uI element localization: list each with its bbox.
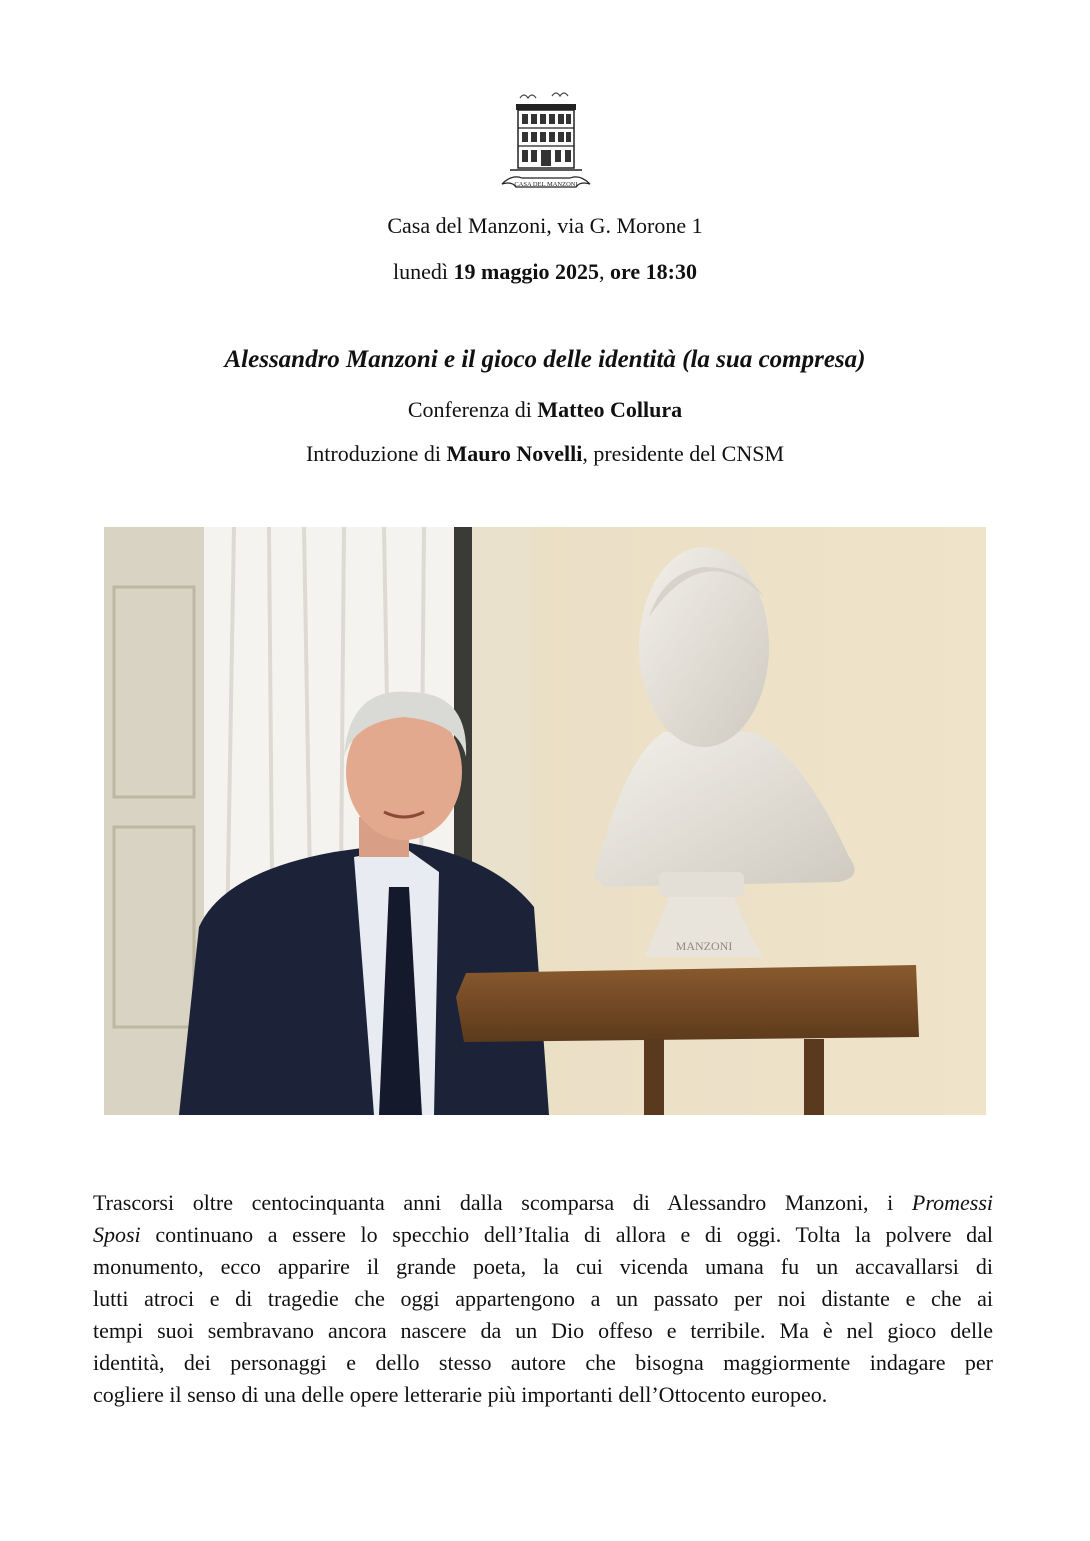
event-time: ore 18:30 — [609, 259, 697, 284]
description-line: Sposi continuano a essere lo specchio dell’Italia di allora e di oggi. Tolta la polvere dal — [93, 1222, 994, 1247]
introducer-name: Mauro Novelli — [446, 441, 583, 466]
description-line: lutti atroci e di tragedie che oggi appartengono a un passato per noi distante e che ai — [93, 1286, 993, 1311]
description-line: cogliere il senso di una delle opere letterarie più importanti dell’Ottocento europeo. — [93, 1382, 828, 1407]
description-line: monumento, ecco apparire il grande poeta, la cui vicenda umana fu un accavallarsi di — [93, 1254, 993, 1279]
intro-prefix: Introduzione di — [305, 441, 441, 466]
venue-address: Casa del Manzoni, via G. Morone 1 — [387, 213, 703, 238]
introduction-line — [0, 441, 1090, 467]
event-photo — [104, 527, 986, 1115]
event-day: lunedì — [393, 259, 449, 284]
book-title-part1: Promessi — [911, 1190, 993, 1215]
date-separator: , — [598, 259, 610, 284]
speaker-name: Matteo Collura — [537, 397, 683, 422]
event-description — [93, 1187, 993, 1411]
conference-line — [0, 397, 1090, 423]
description-line: tempi suoi sembravano ancora nascere da un Dio offeso e terribile. Ma è nel gioco delle — [93, 1318, 993, 1343]
description-line: identità, dei personaggi e dello stesso autore che bisogna maggiormente indagare per — [93, 1350, 993, 1375]
introducer-role: , presidente del CNSM — [582, 441, 785, 466]
event-date: 19 maggio 2025 — [453, 259, 599, 284]
event-date-line — [0, 259, 1090, 285]
palazzo-building-icon — [496, 88, 596, 192]
casa-manzoni-logo — [496, 88, 596, 192]
event-title: Alessandro Manzoni e il gioco delle identità (la sua compresa) — [224, 346, 866, 373]
speaker-with-bust-photo — [104, 527, 986, 1115]
logo-caption: CASA DEL MANZONI — [514, 181, 578, 188]
bust-inscription: MANZONI — [675, 939, 733, 953]
book-title-part2: Sposi — [93, 1222, 141, 1247]
description-line: Trascorsi oltre centocinquanta anni dalla scomparsa di Alessandro Manzoni, i Promessi — [93, 1190, 993, 1215]
conference-prefix: Conferenza di — [407, 397, 532, 422]
